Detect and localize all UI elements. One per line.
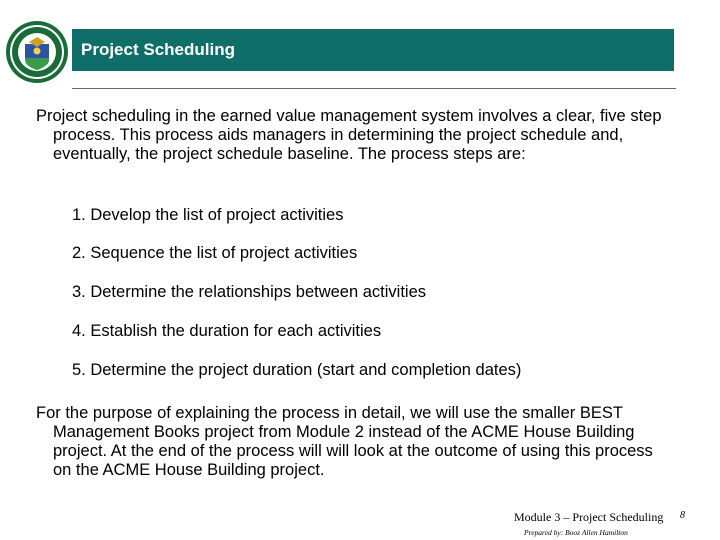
closing-paragraph: For the purpose of explaining the process in detail, we will use the smaller BEST Management Books project from Module 2 instead of the ACME House Building project. At the end of the process will will look at the outcome of using this process on the ACME House Building project. [36,404,653,479]
list-item: 1. Develop the list of project activities [72,206,344,224]
title-bar [72,29,674,71]
department-of-energy-seal-icon [5,20,69,84]
divider [72,88,676,89]
page-number: 8 [680,510,685,521]
list-item: 4. Establish the duration for each activities [72,322,382,340]
list-item: 3. Determine the relationships between activities [72,283,427,301]
prepared-by: Prepared by: Booz Allen Hamilton [524,528,628,537]
list-item: 2. Sequence the list of project activities [72,244,358,262]
page-title: Project Scheduling [81,40,235,59]
intro-paragraph: Project scheduling in the earned value management system involves a clear, five step process. This process aids managers in determining the project schedule and, eventually, the project schedule baseline. The process steps are: [36,107,662,163]
footer-module-label: Module 3 – Project Scheduling [514,510,664,524]
list-item: 5. Determine the project duration (start and completion dates) [72,361,522,379]
